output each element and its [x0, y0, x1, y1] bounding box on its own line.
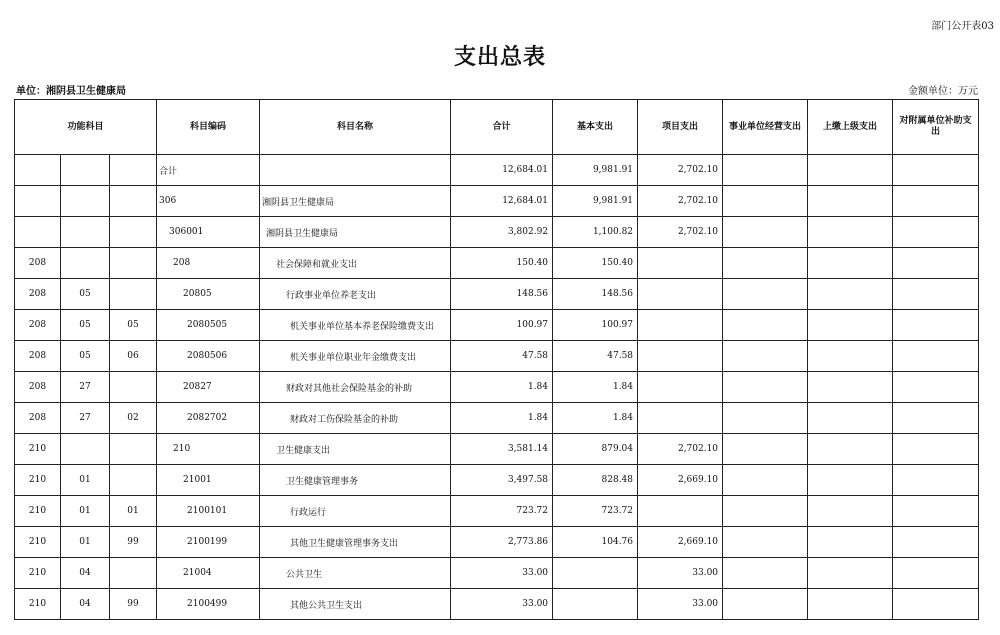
business-cell — [723, 217, 808, 248]
func-cell: 05 — [61, 341, 110, 372]
total-cell: 148.56 — [451, 279, 553, 310]
subsidy-cell — [893, 248, 979, 279]
func-cell — [61, 217, 110, 248]
total-cell: 100.97 — [451, 310, 553, 341]
table-row — [15, 310, 979, 341]
func-cell: 01 — [110, 496, 157, 527]
func-cell — [61, 155, 110, 186]
total-cell: 33.00 — [451, 589, 553, 620]
upper-cell — [808, 217, 893, 248]
subsidy-cell — [893, 527, 979, 558]
name-cell: 机关事业单位基本养老保险缴费支出 — [260, 310, 451, 341]
func-cell — [110, 558, 157, 589]
form-code: 部门公开表03 — [931, 21, 994, 32]
basic-cell: 9,981.91 — [553, 186, 638, 217]
func-cell: 210 — [15, 527, 61, 558]
func-cell — [110, 248, 157, 279]
subsidy-cell — [893, 372, 979, 403]
table-row — [15, 217, 979, 248]
code-cell: 21001 — [157, 465, 260, 496]
total-cell: 3,802.92 — [451, 217, 553, 248]
header-row — [15, 100, 979, 155]
project-cell — [638, 310, 723, 341]
project-cell: 33.00 — [638, 589, 723, 620]
code-cell: 210 — [157, 434, 260, 465]
func-cell: 05 — [61, 279, 110, 310]
func-cell — [61, 248, 110, 279]
table-row — [15, 372, 979, 403]
code-cell: 20805 — [157, 279, 260, 310]
project-cell: 2,669.10 — [638, 527, 723, 558]
func-cell: 210 — [15, 434, 61, 465]
project-cell: 2,702.10 — [638, 186, 723, 217]
total-cell: 723.72 — [451, 496, 553, 527]
business-cell — [723, 279, 808, 310]
subsidy-cell — [893, 434, 979, 465]
total-cell: 12,684.01 — [451, 186, 553, 217]
name-cell: 行政运行 — [260, 496, 451, 527]
code-cell: 21004 — [157, 558, 260, 589]
table-row — [15, 527, 979, 558]
upper-cell — [808, 558, 893, 589]
name-cell: 其他卫生健康管理事务支出 — [260, 527, 451, 558]
name-cell: 行政事业单位养老支出 — [260, 279, 451, 310]
func-cell: 02 — [110, 403, 157, 434]
table-row — [15, 465, 979, 496]
func-cell: 05 — [61, 310, 110, 341]
code-cell: 208 — [157, 248, 260, 279]
header-upper: 上缴上级支出 — [808, 100, 893, 155]
code-cell: 2080506 — [157, 341, 260, 372]
code-cell: 合计 — [157, 155, 260, 186]
func-cell: 210 — [15, 496, 61, 527]
business-cell — [723, 155, 808, 186]
func-cell — [15, 217, 61, 248]
total-cell: 1.84 — [451, 372, 553, 403]
basic-cell: 47.58 — [553, 341, 638, 372]
business-cell — [723, 434, 808, 465]
func-cell: 04 — [61, 558, 110, 589]
subsidy-cell — [893, 403, 979, 434]
business-cell — [723, 496, 808, 527]
subsidy-cell — [893, 310, 979, 341]
total-cell: 33.00 — [451, 558, 553, 589]
func-cell: 01 — [61, 465, 110, 496]
project-cell: 2,669.10 — [638, 465, 723, 496]
project-cell: 2,702.10 — [638, 155, 723, 186]
project-cell — [638, 248, 723, 279]
name-cell: 公共卫生 — [260, 558, 451, 589]
table-row — [15, 155, 979, 186]
func-cell: 210 — [15, 589, 61, 620]
project-cell — [638, 372, 723, 403]
basic-cell: 879.04 — [553, 434, 638, 465]
header-total: 合计 — [451, 100, 553, 155]
basic-cell: 828.48 — [553, 465, 638, 496]
name-cell: 湘阴县卫生健康局 — [260, 186, 451, 217]
business-cell — [723, 589, 808, 620]
name-cell: 社会保障和就业支出 — [260, 248, 451, 279]
code-cell: 20827 — [157, 372, 260, 403]
func-cell — [61, 434, 110, 465]
table-row — [15, 403, 979, 434]
business-cell — [723, 372, 808, 403]
table-row — [15, 434, 979, 465]
func-cell — [110, 372, 157, 403]
code-cell: 2082702 — [157, 403, 260, 434]
func-cell — [110, 155, 157, 186]
project-cell — [638, 279, 723, 310]
project-cell: 33.00 — [638, 558, 723, 589]
func-cell: 208 — [15, 403, 61, 434]
total-cell: 47.58 — [451, 341, 553, 372]
table-row — [15, 341, 979, 372]
header-name: 科目名称 — [260, 100, 451, 155]
func-cell: 210 — [15, 558, 61, 589]
func-cell: 99 — [110, 527, 157, 558]
name-cell: 湘阴县卫生健康局 — [260, 217, 451, 248]
total-cell: 3,581.14 — [451, 434, 553, 465]
upper-cell — [808, 589, 893, 620]
business-cell — [723, 403, 808, 434]
table-row — [15, 279, 979, 310]
subsidy-cell — [893, 279, 979, 310]
code-cell: 2100101 — [157, 496, 260, 527]
func-cell: 208 — [15, 341, 61, 372]
subsidy-cell — [893, 217, 979, 248]
header-basic: 基本支出 — [553, 100, 638, 155]
business-cell — [723, 310, 808, 341]
upper-cell — [808, 527, 893, 558]
func-cell: 05 — [110, 310, 157, 341]
total-cell: 2,773.86 — [451, 527, 553, 558]
header-subsidy: 对附属单位补助支出 — [893, 100, 979, 155]
upper-cell — [808, 155, 893, 186]
basic-cell: 150.40 — [553, 248, 638, 279]
business-cell — [723, 558, 808, 589]
func-cell: 208 — [15, 279, 61, 310]
expenditure-table — [14, 99, 979, 620]
func-cell: 208 — [15, 372, 61, 403]
header-code: 科目编码 — [157, 100, 260, 155]
basic-cell: 100.97 — [553, 310, 638, 341]
header-business: 事业单位经营支出 — [723, 100, 808, 155]
subsidy-cell — [893, 558, 979, 589]
code-cell: 306 — [157, 186, 260, 217]
code-cell: 306001 — [157, 217, 260, 248]
business-cell — [723, 186, 808, 217]
func-cell — [110, 217, 157, 248]
table-row — [15, 589, 979, 620]
subsidy-cell — [893, 155, 979, 186]
unit-label: 单位：湘阴县卫生健康局 — [16, 86, 126, 97]
upper-cell — [808, 434, 893, 465]
func-cell: 210 — [15, 465, 61, 496]
upper-cell — [808, 403, 893, 434]
func-cell: 27 — [61, 372, 110, 403]
func-cell: 01 — [61, 496, 110, 527]
project-cell: 2,702.10 — [638, 217, 723, 248]
subsidy-cell — [893, 496, 979, 527]
code-cell: 2100199 — [157, 527, 260, 558]
func-cell: 99 — [110, 589, 157, 620]
table-row — [15, 186, 979, 217]
code-cell: 2100499 — [157, 589, 260, 620]
name-cell: 其他公共卫生支出 — [260, 589, 451, 620]
basic-cell: 148.56 — [553, 279, 638, 310]
func-cell: 04 — [61, 589, 110, 620]
header-func: 功能科目 — [15, 100, 157, 155]
subsidy-cell — [893, 186, 979, 217]
project-cell: 2,702.10 — [638, 434, 723, 465]
basic-cell: 9,981.91 — [553, 155, 638, 186]
func-cell: 01 — [61, 527, 110, 558]
code-cell: 2080505 — [157, 310, 260, 341]
func-cell: 208 — [15, 248, 61, 279]
basic-cell: 1,100.82 — [553, 217, 638, 248]
upper-cell — [808, 310, 893, 341]
table-row — [15, 496, 979, 527]
subsidy-cell — [893, 465, 979, 496]
func-cell — [61, 186, 110, 217]
business-cell — [723, 527, 808, 558]
name-cell: 财政对工伤保险基金的补助 — [260, 403, 451, 434]
name-cell: 卫生健康支出 — [260, 434, 451, 465]
name-cell — [260, 155, 451, 186]
upper-cell — [808, 496, 893, 527]
total-cell: 12,684.01 — [451, 155, 553, 186]
basic-cell — [553, 558, 638, 589]
project-cell — [638, 341, 723, 372]
func-cell — [110, 186, 157, 217]
subsidy-cell — [893, 589, 979, 620]
basic-cell: 1.84 — [553, 403, 638, 434]
upper-cell — [808, 279, 893, 310]
basic-cell — [553, 589, 638, 620]
upper-cell — [808, 186, 893, 217]
total-cell: 1.84 — [451, 403, 553, 434]
upper-cell — [808, 248, 893, 279]
basic-cell: 1.84 — [553, 372, 638, 403]
basic-cell: 723.72 — [553, 496, 638, 527]
name-cell: 卫生健康管理事务 — [260, 465, 451, 496]
basic-cell: 104.76 — [553, 527, 638, 558]
upper-cell — [808, 372, 893, 403]
upper-cell — [808, 341, 893, 372]
amount-unit-label: 金额单位：万元 — [908, 86, 978, 97]
table-row — [15, 558, 979, 589]
name-cell: 财政对其他社会保险基金的补助 — [260, 372, 451, 403]
func-cell — [15, 155, 61, 186]
func-cell — [110, 465, 157, 496]
name-cell: 机关事业单位职业年金缴费支出 — [260, 341, 451, 372]
business-cell — [723, 248, 808, 279]
table-row — [15, 248, 979, 279]
page-title: 支出总表 — [453, 45, 546, 70]
total-cell: 150.40 — [451, 248, 553, 279]
func-cell — [110, 434, 157, 465]
upper-cell — [808, 465, 893, 496]
func-cell — [15, 186, 61, 217]
func-cell: 27 — [61, 403, 110, 434]
func-cell: 06 — [110, 341, 157, 372]
subsidy-cell — [893, 341, 979, 372]
func-cell — [110, 279, 157, 310]
business-cell — [723, 341, 808, 372]
total-cell: 3,497.58 — [451, 465, 553, 496]
project-cell — [638, 403, 723, 434]
func-cell: 208 — [15, 310, 61, 341]
project-cell — [638, 496, 723, 527]
business-cell — [723, 465, 808, 496]
header-project: 项目支出 — [638, 100, 723, 155]
